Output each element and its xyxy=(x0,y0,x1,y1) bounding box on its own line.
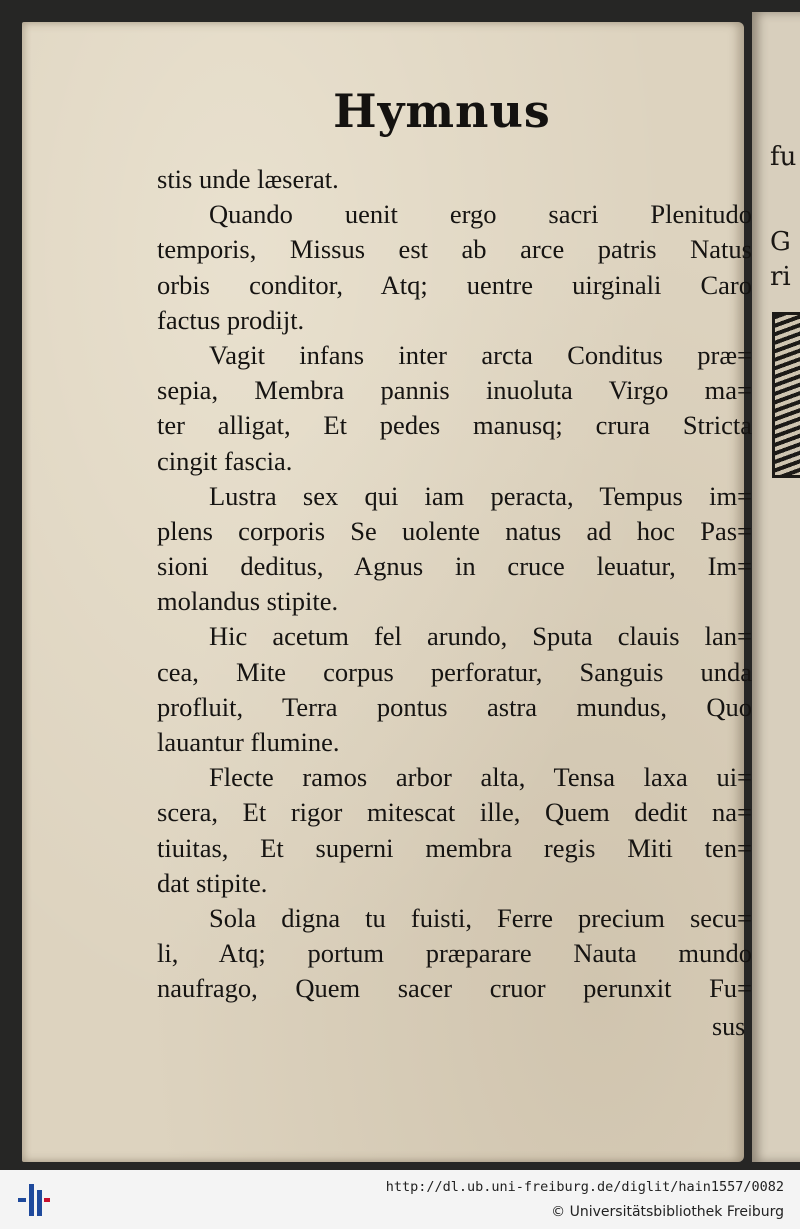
text-line: temporis, Missus est ab arce patris Natus xyxy=(157,234,752,265)
text-line: Sola digna tu fuisti, Ferre precium secu= xyxy=(209,902,752,933)
viewer-footer xyxy=(0,1170,800,1229)
text-line: cingit fascia. xyxy=(157,445,293,476)
text-line: dat stipite. xyxy=(157,867,268,898)
text-line: cea, Mite corpus perforatur, Sanguis unda xyxy=(157,656,752,687)
copyright-notice: © Universitätsbibliothek Freiburg xyxy=(551,1204,784,1220)
text-line: naufrago, Quem sacer cruor perunxit Fu= xyxy=(157,973,752,1004)
woodcut-illustration xyxy=(772,312,800,478)
text-line: molandus stipite. xyxy=(157,586,339,617)
text-line: profluit, Terra pontus astra mundus, Quo xyxy=(157,691,752,722)
running-head: Hymnus xyxy=(333,84,551,138)
text-line: lauantur flumine. xyxy=(157,727,340,757)
library-logo-icon xyxy=(18,1180,50,1220)
text-line: tiuitas, Et superni membra regis Miti ten= xyxy=(157,832,752,863)
text-line: orbis conditor, Atq; uentre uirginali Caro xyxy=(157,269,752,300)
text-line: stis unde læserat. xyxy=(157,164,339,194)
text-line: scera, Et rigor mitescat ille, Quem dedit na= xyxy=(157,797,752,828)
text-line: Flecte ramos arbor alta, Tensa laxa ui= xyxy=(209,762,752,793)
text-line: Quando uenit ergo sacri Plenitudo xyxy=(209,199,752,230)
adjacent-fragment: G xyxy=(770,227,791,257)
text-line: sepia, Membra pannis inuoluta Virgo ma= xyxy=(157,375,752,406)
text-line: li, Atq; portum præparare Nauta mundo xyxy=(157,938,752,969)
text-line: plens corporis Se uolente natus ad hoc Pas= xyxy=(157,515,752,546)
book-page xyxy=(22,22,752,1162)
text-line: Lustra sex qui iam peracta, Tempus im= xyxy=(209,480,752,511)
catchword: sus xyxy=(712,1012,746,1041)
body-text xyxy=(157,162,752,1007)
text-line: sioni deditus, Agnus in cruce leuatur, Im= xyxy=(157,551,752,582)
text-line: Vagit infans inter arcta Conditus præ= xyxy=(209,339,752,370)
text-line: ter alligat, Et pedes manusq; crura Stricta xyxy=(157,410,752,441)
adjacent-fragment: fu xyxy=(770,142,797,172)
adjacent-page xyxy=(752,12,800,1162)
page-url[interactable]: http://dl.ub.uni-freiburg.de/diglit/hain1557/0082 xyxy=(385,1179,784,1195)
text-line: factus prodijt. xyxy=(157,304,305,335)
text-line: Hic acetum fel arundo, Sputa clauis lan= xyxy=(209,621,752,652)
adjacent-fragment: ri xyxy=(770,262,791,292)
